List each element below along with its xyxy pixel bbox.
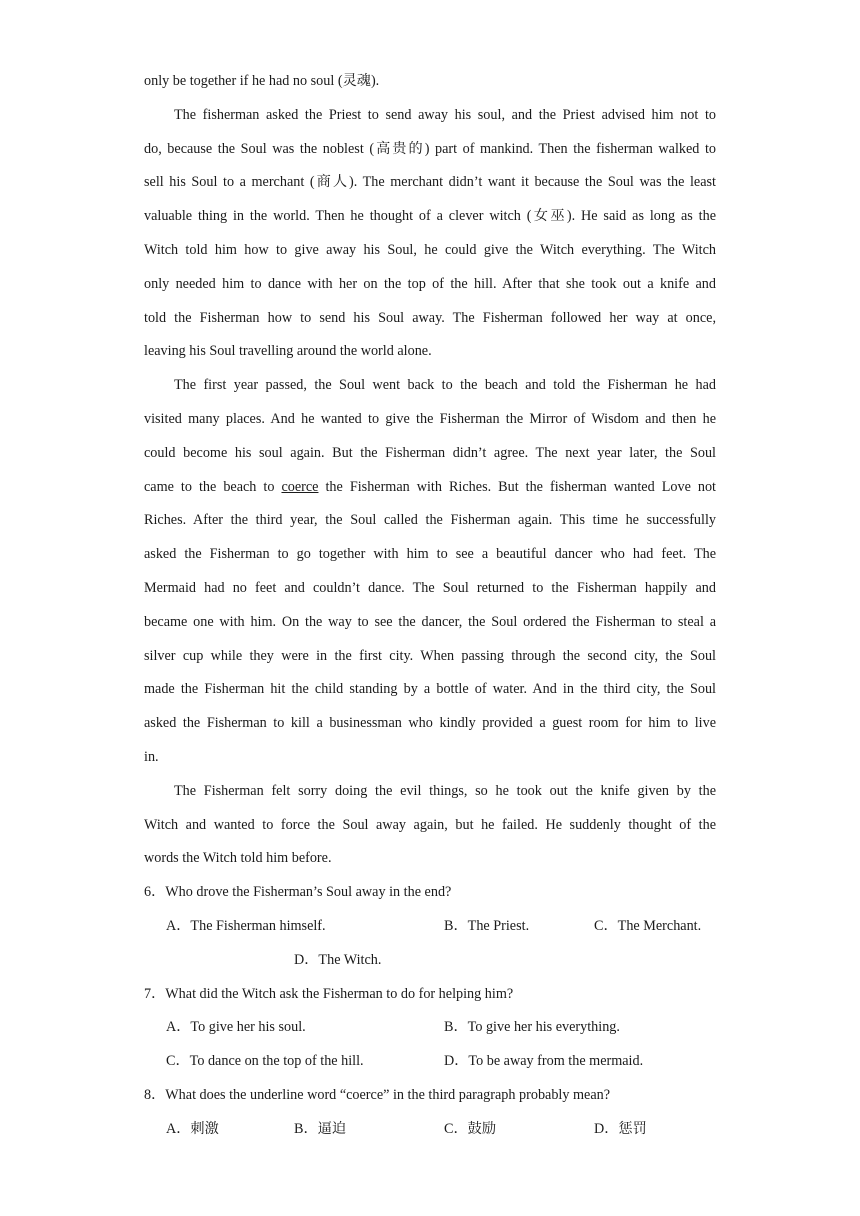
question-8-option-d[interactable]: D．惩罚 [594,1120,647,1137]
question-6-option-d[interactable]: D．The Witch. [294,951,382,968]
passage-line: only be together if he had no soul (灵魂). [144,73,380,89]
passage-line: do, because the Soul was the noblest (高贵的) part of mankind. Then the fisherman walked to [144,140,716,157]
line-text: came to the beach to [144,478,282,495]
question-8-option-a[interactable]: A．刺激 [166,1120,219,1137]
passage-line: asked the Fisherman to go together with him to see a beautiful dancer who had feet. The [144,546,716,563]
question-8-option-b[interactable]: B．逼迫 [294,1120,347,1137]
passage-line: The fisherman asked the Priest to send away his soul, and the Priest advised him not to [174,106,716,123]
passage-line: Witch and wanted to force the Soul away again, but he failed. He suddenly thought of the [144,816,716,833]
passage-line: made the Fisherman hit the child standing by a bottle of water. And in the third city, the Soul [144,681,716,698]
question-7-options-row [144,1045,716,1079]
question-7-option-d[interactable]: D．To be away from the mermaid. [444,1053,644,1070]
passage-line: The Fisherman felt sorry doing the evil things, so he took out the knife given by the [174,782,716,799]
document-page [144,65,716,1147]
passage-line: only needed him to dance with her on the top of the hill. After that she took out a knife and [144,275,716,292]
question-6-option-c[interactable]: C．The Merchant. [594,917,702,934]
passage-line: valuable thing in the world. Then he thought of a clever witch (女巫). He said as long as the [144,208,716,225]
line-text: the Fisherman with Riches. But the fisherman wanted Love not [318,478,716,495]
passage-line: could become his soul again. But the Fisherman didn’t agree. The next year later, the Soul [144,444,716,461]
passage-line [144,471,716,505]
question-6-option-a[interactable]: A．The Fisherman himself. [166,917,326,934]
question-7-option-c[interactable]: C．To dance on the top of the hill. [166,1053,364,1070]
question-7-stem: 7．What did the Witch ask the Fisherman to do for helping him? [144,985,514,1002]
passage-line: Mermaid had no feet and couldn’t dance. The Soul returned to the Fisherman happily and [144,579,716,596]
question-8-stem: 8．What does the underline word “coerce” in the third paragraph probably mean? [144,1086,611,1103]
passage-line: The first year passed, the Soul went back to the beach and told the Fisherman he had [174,377,716,394]
passage-line: words the Witch told him before. [144,850,332,867]
passage-line: leaving his Soul travelling around the world alone. [144,343,432,360]
passage-line: Witch told him how to give away his Soul, he could give the Witch everything. The Witch [144,241,716,258]
passage-line: told the Fisherman how to send his Soul away. The Fisherman followed her way at once, [144,309,716,326]
underlined-word: coerce [281,478,319,495]
question-6-options-row [144,944,716,978]
passage-line: sell his Soul to a merchant (商人). The merchant didn’t want it because the Soul was the least [144,174,716,191]
passage-line: became one with him. On the way to see the dancer, the Soul ordered the Fisherman to steal a [144,613,716,630]
question-6-option-b[interactable]: B．The Priest. [444,917,530,934]
passage-line: visited many places. And he wanted to give the Fisherman the Mirror of Wisdom and then he [144,410,716,427]
passage-line: Riches. After the third year, the Soul called the Fisherman again. This time he successfully [144,512,716,529]
question-7-option-b[interactable]: B．To give her his everything. [444,1019,620,1036]
passage-line: in. [144,748,159,765]
passage-line: silver cup while they were in the first city. When passing through the second city, the Soul [144,647,716,664]
question-7-options-row [144,1011,716,1045]
question-6-stem: 6．Who drove the Fisherman’s Soul away in the end? [144,884,452,901]
question-8-options-row [144,1113,716,1147]
passage-line: asked the Fisherman to kill a businessman who kindly provided a guest room for him to live [144,715,716,732]
question-7-option-a[interactable]: A．To give her his soul. [166,1019,306,1036]
question-8-option-c[interactable]: C．鼓励 [444,1120,497,1137]
question-6-options-row [144,910,716,944]
